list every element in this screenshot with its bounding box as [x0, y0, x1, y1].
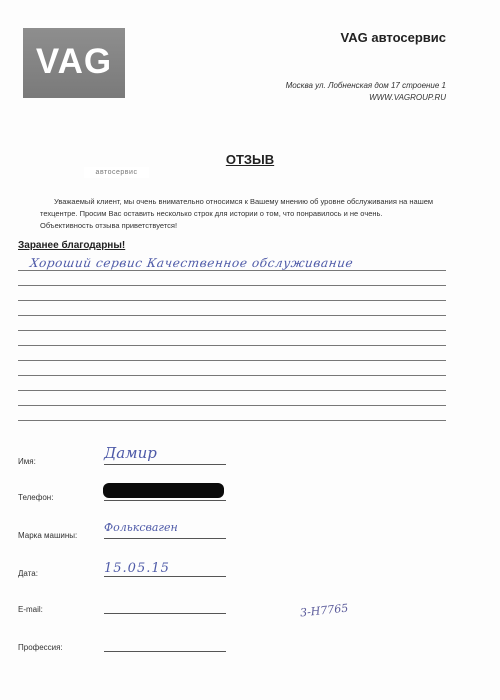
feedback-line — [18, 285, 446, 286]
car-field-line — [104, 538, 226, 539]
name-label: Имя: — [18, 457, 36, 466]
name-field-line — [104, 464, 226, 465]
feedback-line — [18, 375, 446, 376]
brand-name: VAG автосервис — [340, 30, 446, 45]
feedback-line — [18, 270, 446, 271]
email-field-line — [104, 613, 226, 614]
intro-last-line: Объективность отзыва приветствуется! — [40, 221, 178, 230]
phone-field-line — [104, 500, 226, 501]
date-value: 15.05.15 — [104, 561, 170, 576]
phone-label: Телефон: — [18, 493, 54, 502]
date-label: Дата: — [18, 569, 38, 578]
car-value: Фольксваген — [104, 521, 178, 534]
feedback-handwriting: Хороший сервис Качественное обслуживание — [29, 256, 355, 270]
email-label: E-mail: — [18, 605, 43, 614]
address-line: Москва ул. Лобненская дом 17 строение 1 — [285, 81, 446, 90]
feedback-line — [18, 315, 446, 316]
thanks-heading: Заранее благодарны! — [18, 240, 126, 251]
feedback-line — [18, 345, 446, 346]
vag-logo: VAG автосервис — [23, 28, 125, 98]
phone-redaction — [103, 483, 224, 498]
profession-field-line — [104, 651, 226, 652]
feedback-line — [18, 420, 446, 421]
intro-text: Уважаемый клиент, мы очень внимательно относимся к Вашему мнению об уровне обслуживания на нашем техцентре. Просим Вас оставить несколько строк для истории о том, что понравилось и не очень. — [40, 197, 434, 218]
feedback-line — [18, 405, 446, 406]
form-title: ОТЗЫВ — [225, 152, 275, 167]
logo-wordmark: VAG — [35, 42, 113, 81]
company-address-block — [286, 80, 446, 104]
website-line: WWW.VAGROUP.RU — [369, 93, 446, 102]
feedback-line — [18, 360, 446, 361]
feedback-line — [18, 390, 446, 391]
date-field-line — [104, 576, 226, 577]
reference-note: 3-Н7765 — [299, 601, 349, 620]
feedback-line — [18, 300, 446, 301]
profession-label: Профессия: — [18, 643, 63, 652]
name-value: Дамир — [104, 444, 157, 462]
car-label: Марка машины: — [18, 531, 78, 540]
intro-paragraph — [40, 196, 460, 232]
feedback-line — [18, 330, 446, 331]
